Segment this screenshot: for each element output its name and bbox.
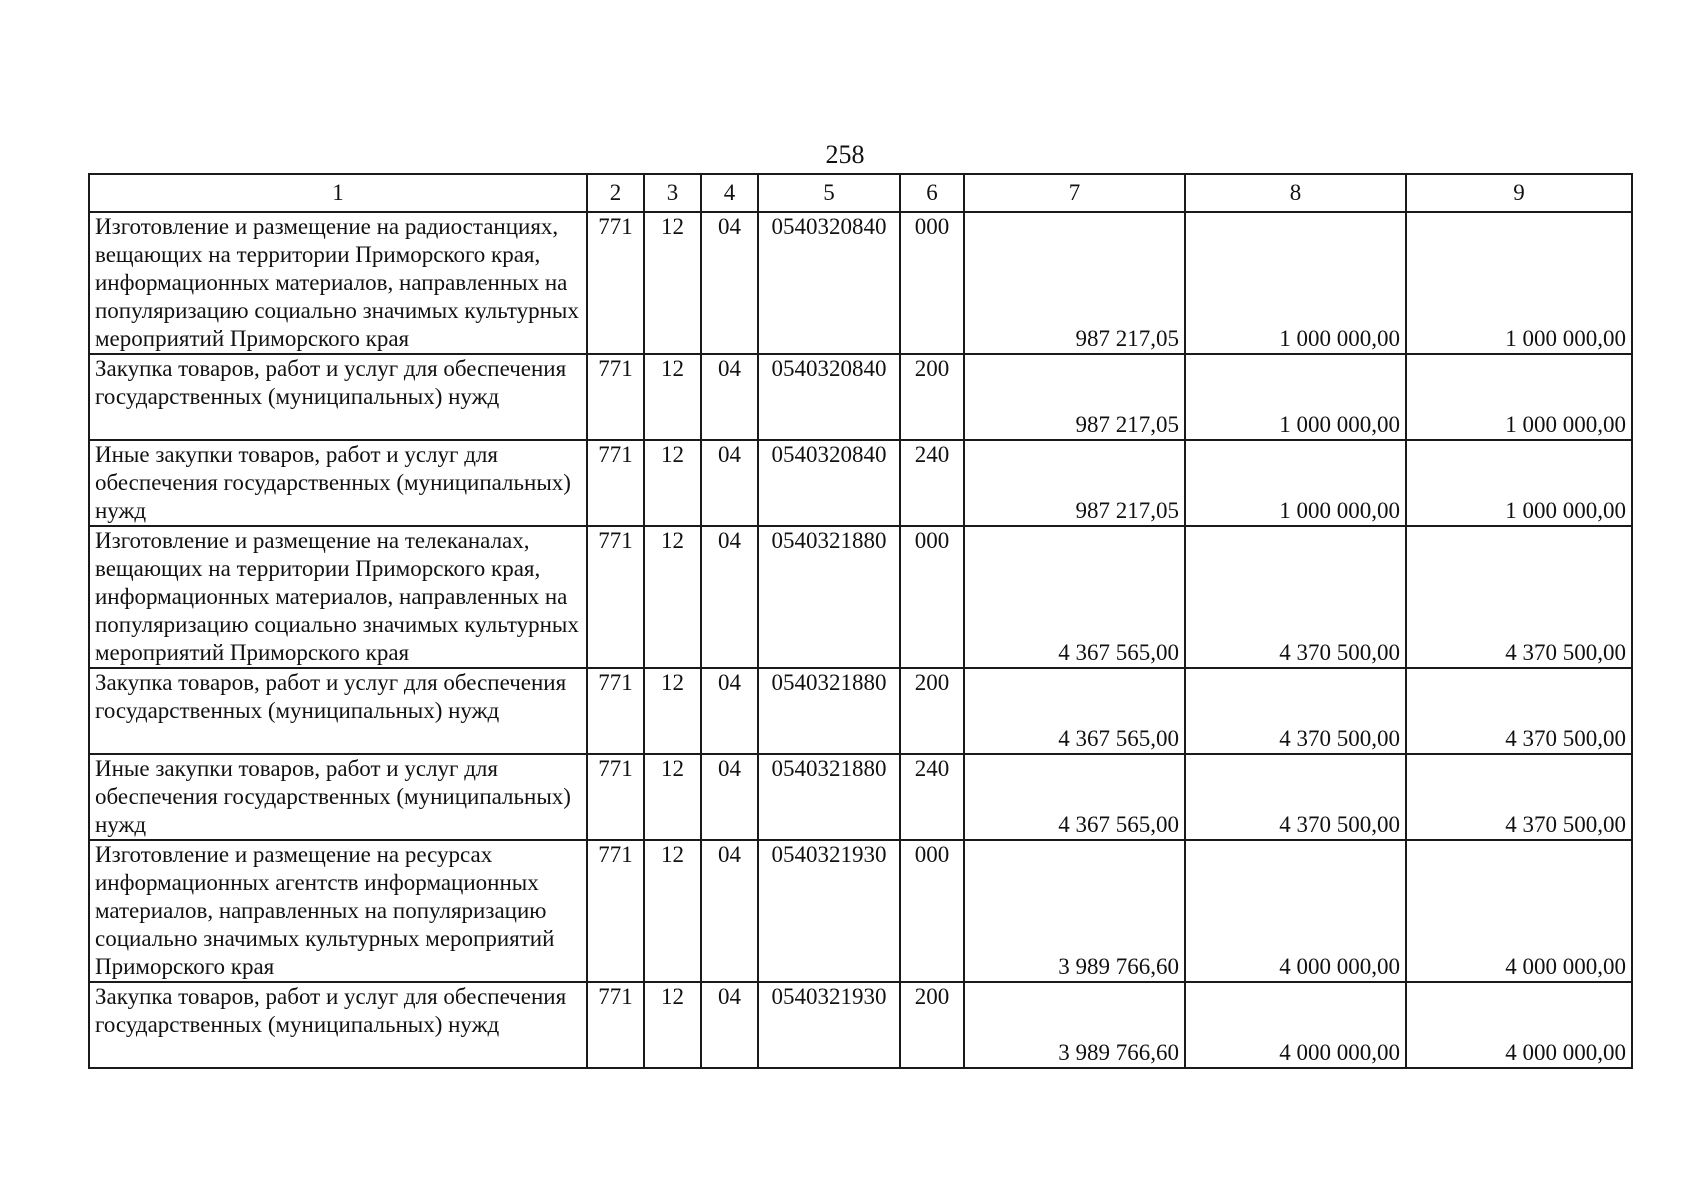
subsection-cell: 04 bbox=[701, 354, 758, 440]
row-description: Изготовление и размещение на телеканалах, вещающих на территории Приморского края, информационных материалов, направленных на популяризацию социально значимых культурных мероприятий Приморского края bbox=[89, 526, 587, 668]
amount-col9-cell: 1 000 000,00 bbox=[1406, 212, 1632, 354]
table-row bbox=[89, 668, 1632, 754]
subsection-cell: 04 bbox=[701, 982, 758, 1068]
amount-col8-cell: 4 370 500,00 bbox=[1185, 754, 1406, 840]
admin-code-cell: 771 bbox=[587, 754, 644, 840]
page-number: 258 bbox=[825, 140, 865, 169]
expense-type-cell: 200 bbox=[900, 354, 964, 440]
expense-type-cell: 000 bbox=[900, 840, 964, 982]
amount-col9-cell: 1 000 000,00 bbox=[1406, 440, 1632, 526]
table-row bbox=[89, 982, 1632, 1068]
subsection-cell: 04 bbox=[701, 526, 758, 668]
amount-col7-cell: 3 989 766,60 bbox=[964, 840, 1185, 982]
amount-col8-cell: 1 000 000,00 bbox=[1185, 212, 1406, 354]
column-header: 9 bbox=[1406, 174, 1632, 212]
expense-type-cell: 000 bbox=[900, 526, 964, 668]
amount-col9-cell: 4 000 000,00 bbox=[1406, 840, 1632, 982]
amount-col9-cell: 4 370 500,00 bbox=[1406, 526, 1632, 668]
amount-col8-cell: 4 370 500,00 bbox=[1185, 668, 1406, 754]
table-row bbox=[89, 440, 1632, 526]
amount-col7-cell: 4 367 565,00 bbox=[964, 668, 1185, 754]
admin-code-cell: 771 bbox=[587, 212, 644, 354]
section-cell: 12 bbox=[644, 212, 701, 354]
target-article-cell: 0540321880 bbox=[758, 526, 900, 668]
row-description: Изготовление и размещение на радиостанциях, вещающих на территории Приморского края, информационных материалов, направленных на популяризацию социально значимых культурных мероприятий Приморского края bbox=[89, 212, 587, 354]
admin-code-cell: 771 bbox=[587, 668, 644, 754]
column-header: 2 bbox=[587, 174, 644, 212]
amount-col9-cell: 4 370 500,00 bbox=[1406, 754, 1632, 840]
amount-col7-cell: 4 367 565,00 bbox=[964, 526, 1185, 668]
budget-table bbox=[88, 173, 1633, 1069]
target-article-cell: 0540321930 bbox=[758, 840, 900, 982]
amount-col8-cell: 1 000 000,00 bbox=[1185, 440, 1406, 526]
column-header: 7 bbox=[964, 174, 1185, 212]
table-row bbox=[89, 840, 1632, 982]
target-article-cell: 0540321880 bbox=[758, 668, 900, 754]
section-cell: 12 bbox=[644, 354, 701, 440]
subsection-cell: 04 bbox=[701, 440, 758, 526]
target-article-cell: 0540321880 bbox=[758, 754, 900, 840]
table-row bbox=[89, 212, 1632, 354]
amount-col9-cell: 4 000 000,00 bbox=[1406, 982, 1632, 1068]
expense-type-cell: 200 bbox=[900, 982, 964, 1068]
section-cell: 12 bbox=[644, 668, 701, 754]
row-description: Закупка товаров, работ и услуг для обеспечения государственных (муниципальных) нужд bbox=[89, 354, 587, 440]
amount-col7-cell: 3 989 766,60 bbox=[964, 982, 1185, 1068]
amount-col9-cell: 4 370 500,00 bbox=[1406, 668, 1632, 754]
amount-col7-cell: 4 367 565,00 bbox=[964, 754, 1185, 840]
column-header: 8 bbox=[1185, 174, 1406, 212]
target-article-cell: 0540320840 bbox=[758, 212, 900, 354]
column-header: 5 bbox=[758, 174, 900, 212]
admin-code-cell: 771 bbox=[587, 440, 644, 526]
column-header: 4 bbox=[701, 174, 758, 212]
expense-type-cell: 200 bbox=[900, 668, 964, 754]
target-article-cell: 0540321930 bbox=[758, 982, 900, 1068]
row-description: Иные закупки товаров, работ и услуг для обеспечения государственных (муниципальных) нужд bbox=[89, 440, 587, 526]
section-cell: 12 bbox=[644, 440, 701, 526]
admin-code-cell: 771 bbox=[587, 982, 644, 1068]
target-article-cell: 0540320840 bbox=[758, 354, 900, 440]
expense-type-cell: 000 bbox=[900, 212, 964, 354]
column-header: 6 bbox=[900, 174, 964, 212]
amount-col7-cell: 987 217,05 bbox=[964, 354, 1185, 440]
subsection-cell: 04 bbox=[701, 840, 758, 982]
amount-col7-cell: 987 217,05 bbox=[964, 212, 1185, 354]
column-header: 3 bbox=[644, 174, 701, 212]
subsection-cell: 04 bbox=[701, 754, 758, 840]
table-row bbox=[89, 354, 1632, 440]
subsection-cell: 04 bbox=[701, 212, 758, 354]
amount-col8-cell: 4 000 000,00 bbox=[1185, 840, 1406, 982]
subsection-cell: 04 bbox=[701, 668, 758, 754]
table-row bbox=[89, 526, 1632, 668]
admin-code-cell: 771 bbox=[587, 526, 644, 668]
row-description: Закупка товаров, работ и услуг для обеспечения государственных (муниципальных) нужд bbox=[89, 982, 587, 1068]
amount-col7-cell: 987 217,05 bbox=[964, 440, 1185, 526]
target-article-cell: 0540320840 bbox=[758, 440, 900, 526]
expense-type-cell: 240 bbox=[900, 440, 964, 526]
amount-col9-cell: 1 000 000,00 bbox=[1406, 354, 1632, 440]
section-cell: 12 bbox=[644, 526, 701, 668]
table-row bbox=[89, 754, 1632, 840]
admin-code-cell: 771 bbox=[587, 840, 644, 982]
column-header: 1 bbox=[89, 174, 587, 212]
table-header-row bbox=[89, 174, 1632, 212]
row-description: Закупка товаров, работ и услуг для обеспечения государственных (муниципальных) нужд bbox=[89, 668, 587, 754]
section-cell: 12 bbox=[644, 754, 701, 840]
admin-code-cell: 771 bbox=[587, 354, 644, 440]
row-description: Изготовление и размещение на ресурсах информационных агентств информационных материалов, направленных на популяризацию социально значимых культурных мероприятий Приморского края bbox=[89, 840, 587, 982]
expense-type-cell: 240 bbox=[900, 754, 964, 840]
amount-col8-cell: 4 370 500,00 bbox=[1185, 526, 1406, 668]
amount-col8-cell: 1 000 000,00 bbox=[1185, 354, 1406, 440]
section-cell: 12 bbox=[644, 840, 701, 982]
amount-col8-cell: 4 000 000,00 bbox=[1185, 982, 1406, 1068]
row-description: Иные закупки товаров, работ и услуг для обеспечения государственных (муниципальных) нужд bbox=[89, 754, 587, 840]
section-cell: 12 bbox=[644, 982, 701, 1068]
